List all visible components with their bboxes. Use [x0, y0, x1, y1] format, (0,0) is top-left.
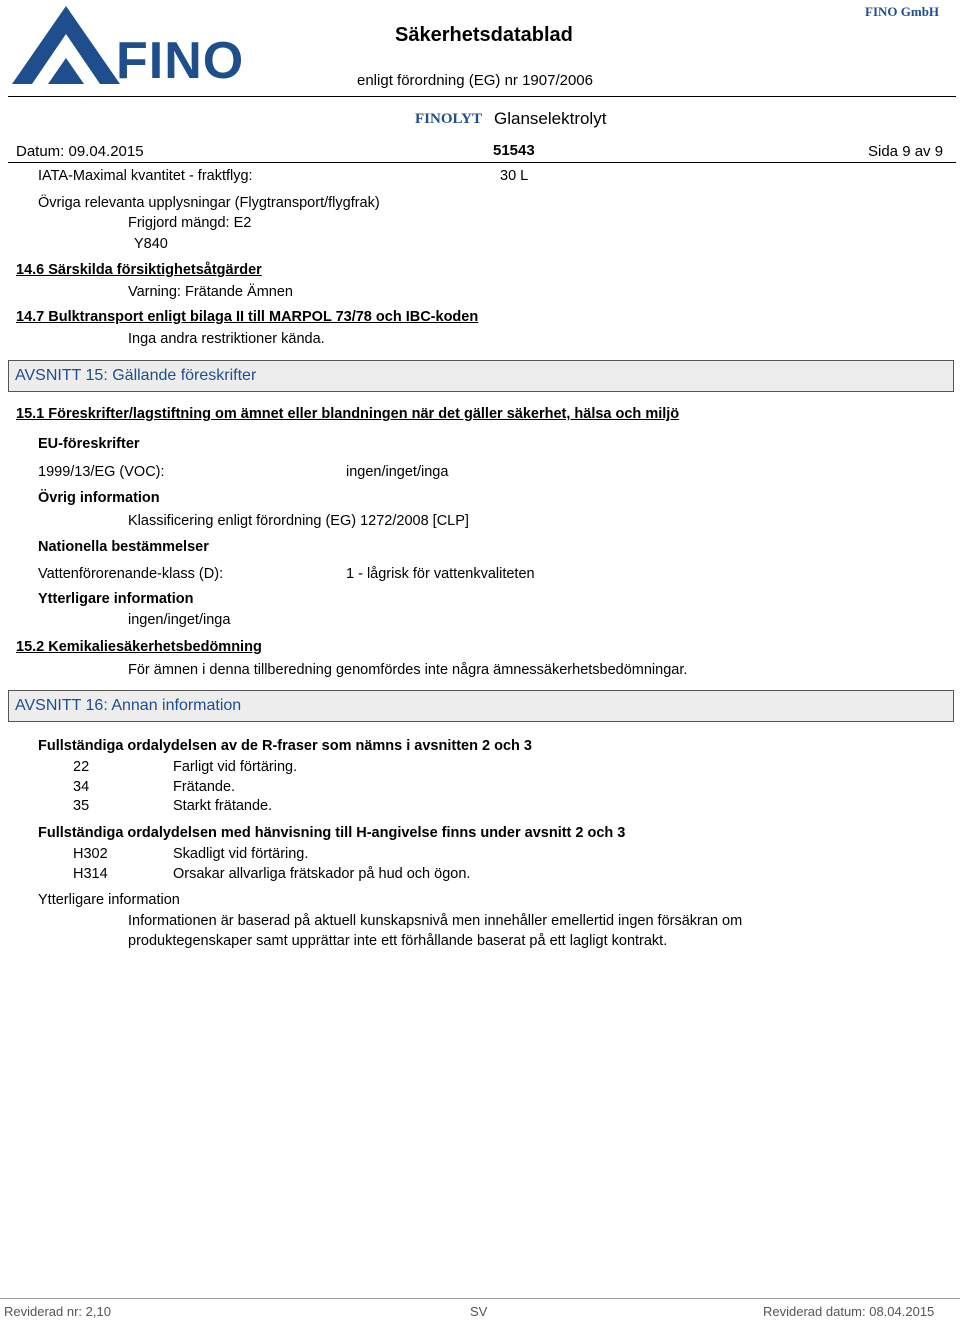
product-name: Glanselektrolyt [494, 109, 607, 128]
r-phrase-code: 35 [73, 798, 90, 814]
r-phrases-heading: Fullständiga ordalydelsen av de R-fraser som nämns i avsnitten 2 och 3 [38, 738, 532, 754]
section-16-further-heading: Ytterligare information [38, 892, 180, 908]
product-number: 51543 [493, 142, 535, 159]
section-15-2-heading: 15.2 Kemikaliesäkerhetsbedömning [16, 639, 262, 655]
h-statement-text: Skadligt vid förtäring. [173, 846, 309, 862]
h-statement-code: H302 [73, 846, 108, 862]
voc-label: 1999/13/EG (VOC): [38, 464, 165, 480]
water-hazard-label: Vattenförorenande-klass (D): [38, 566, 224, 582]
r-phrase-text: Farligt vid förtäring. [173, 759, 298, 775]
section-14-7-value: Inga andra restriktioner kända. [128, 331, 325, 347]
other-transport-heading: Övriga relevanta upplysningar (Flygtransport/flygfrak) [38, 195, 380, 211]
section-14-7-heading: 14.7 Bulktransport enligt bilaga II till MARPOL 73/78 och IBC-koden [16, 309, 479, 325]
h-statement-code: H314 [73, 866, 108, 882]
revision-number: Reviderad nr: 2,10 [4, 1304, 111, 1319]
national-regulations-heading: Nationella bestämmelser [38, 539, 209, 555]
date-divider [8, 162, 956, 163]
revision-date: Reviderad datum: 08.04.2015 [763, 1304, 935, 1319]
section-15-title: AVSNITT 15: Gällande föreskrifter [15, 367, 257, 384]
product-brand: FINOLYT [415, 111, 482, 127]
footer-divider [0, 1298, 960, 1299]
regulation-reference: enligt förordning (EG) nr 1907/2006 [357, 72, 593, 89]
language-code: SV [470, 1304, 488, 1319]
section-15-1-heading: 15.1 Föreskrifter/lagstiftning om ämnet eller blandningen när det gäller säkerhet, hälsa och miljö [16, 406, 680, 422]
y-code: Y840 [134, 236, 168, 252]
further-info-heading: Ytterligare information [38, 591, 194, 607]
section-16-banner [8, 690, 954, 722]
r-phrase-code: 22 [73, 759, 90, 775]
further-info-value: ingen/inget/inga [128, 612, 231, 628]
voc-value: ingen/inget/inga [346, 464, 449, 480]
document-title: Säkerhetsdatablad [395, 24, 573, 46]
section-15-2-value: För ämnen i denna tillberedning genomfördes inte några ämnessäkerhetsbedömningar. [128, 662, 688, 678]
r-phrase-text: Starkt frätande. [173, 798, 273, 814]
section-14-6-heading: 14.6 Särskilda försiktighetsåtgärder [16, 262, 262, 278]
document-date: Datum: 09.04.2015 [16, 143, 144, 160]
iata-value: 30 L [500, 168, 529, 184]
disclaimer-line-2: produktegenskaper samt upprättar inte ett förhållande baserat på ett lagligt kontrakt. [128, 933, 668, 949]
section-16-title: AVSNITT 16: Annan information [15, 697, 242, 714]
clp-classification: Klassificering enligt förordning (EG) 1272/2008 [CLP] [128, 513, 469, 529]
header-divider [8, 96, 956, 97]
logo-text: FINO [116, 32, 245, 90]
h-statements-heading: Fullständiga ordalydelsen med hänvisning till H-angivelse finns under avsnitt 2 och 3 [38, 825, 626, 841]
disclaimer-line-1: Informationen är baserad på aktuell kunskapsnivå men innehåller emellertid ingen försäkran om [128, 913, 743, 929]
other-info-heading: Övrig information [38, 490, 160, 506]
r-phrase-code: 34 [73, 779, 90, 795]
r-phrase-text: Frätande. [173, 779, 236, 795]
company-name: FINO GmbH [865, 4, 940, 19]
h-statement-text: Orsakar allvarliga frätskador på hud och ögon. [173, 866, 471, 882]
section-15-banner [8, 360, 954, 392]
eu-regulations-heading: EU-föreskrifter [38, 436, 140, 452]
company-logo [8, 4, 245, 90]
section-14-6-value: Varning: Frätande Ämnen [128, 284, 293, 300]
iata-label: IATA-Maximal kvantitet - fraktflyg: [38, 168, 253, 184]
released-quantity: Frigjord mängd: E2 [128, 215, 252, 231]
water-hazard-value: 1 - lågrisk för vattenkvaliteten [346, 566, 535, 582]
page-number: Sida 9 av 9 [868, 143, 944, 160]
